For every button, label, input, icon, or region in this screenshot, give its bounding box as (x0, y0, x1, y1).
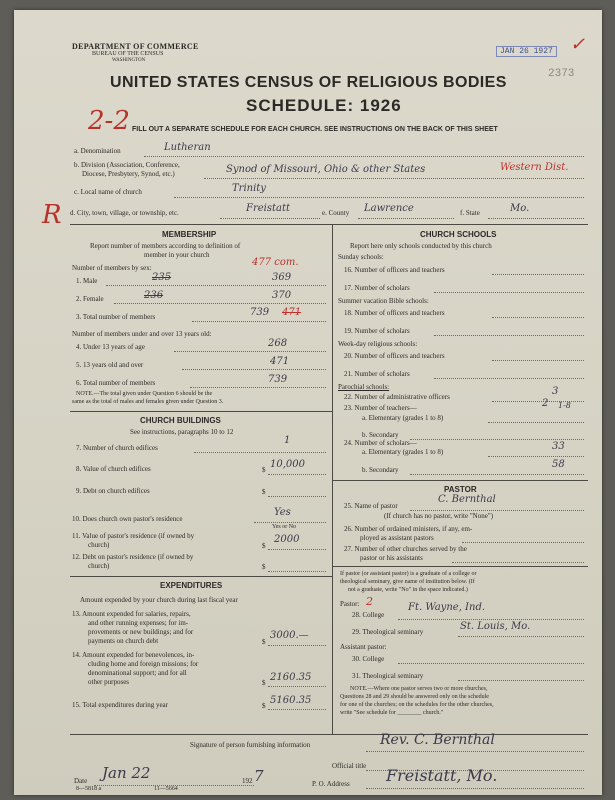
q19-label: 19. Number of scholars (344, 327, 410, 335)
q12-dollar: $ (262, 563, 266, 571)
q18-label: 18. Number of officers and teachers (344, 309, 445, 317)
communicant-note: 477 com. (252, 257, 299, 268)
q1-label: 1. Male (76, 277, 98, 285)
year-value: 7 (254, 767, 264, 785)
weekday-schools-label: Week-day religious schools: (338, 340, 418, 348)
graduate-instruction: If pastor (or assistant pastor) is a graduate of a college or (340, 571, 477, 577)
church-buildings-heading: CHURCH BUILDINGS (140, 416, 221, 425)
q30-label: 30. College (352, 655, 385, 663)
membership-note: NOTE.—The total given under Question 6 should be the (76, 391, 213, 397)
q2-value: 370 (272, 290, 292, 301)
q15-dollar: $ (262, 702, 266, 710)
q16-label: 16. Number of officers and teachers (344, 266, 445, 274)
q29-label: 29. Theological seminary (352, 628, 424, 636)
q7-value: 1 (284, 435, 291, 446)
q13-label: 13. Amount expended for salaries, repairs, (72, 610, 191, 618)
q7-label: 7. Number of church edifices (76, 444, 158, 452)
po-address-label: P. O. Address (312, 780, 350, 788)
county-value: Lawrence (364, 203, 414, 214)
q9-dollar: $ (262, 488, 266, 496)
q24a-label: a. Elementary (grades 1 to 8) (362, 448, 444, 456)
city-label: WASHINGTON (112, 58, 146, 63)
q27-label: 27. Number of other churches served by the (344, 545, 467, 553)
q6-label: 6. Total number of members (76, 379, 156, 387)
local-name-value: Trinity (232, 183, 266, 194)
q4-label: 4. Under 13 years of age (76, 343, 145, 351)
division-label: b. Division (Association, Conference, (74, 161, 180, 169)
church-schools-heading: CHURCH SCHOOLS (420, 230, 497, 239)
q13-value: 3000.— (270, 630, 309, 641)
membership-intro: Report number of members according to definition of (90, 242, 241, 250)
q9-label: 9. Debt on church edifices (76, 487, 150, 495)
q11-value: 2000 (274, 534, 300, 545)
q13-label-3: provements or new buildings; and for (88, 628, 194, 636)
q24a-value: 33 (552, 441, 565, 452)
q8-value: 10,000 (270, 459, 305, 470)
expenditures-intro: Amount expended by your church during last fiscal year (80, 596, 238, 604)
red-annotation: 2-2 (88, 106, 130, 136)
q6-value: 739 (268, 374, 288, 385)
pastor-note-4: write "See schedule for ________ church." (340, 710, 444, 716)
expenditures-heading: EXPENDITURES (160, 581, 223, 590)
denomination-label: a. Denomination (74, 147, 121, 155)
division-value: Synod of Missouri, Ohio & other States (226, 164, 426, 175)
q11-label: 11. Value of pastor's residence (if owned by (72, 532, 195, 540)
q31-label: 31. Theological seminary (352, 672, 424, 680)
year-prefix: 192 (242, 777, 253, 785)
pastor-note-2: Questions 28 and 29 should be answered only on the schedule (340, 694, 489, 700)
official-title-label: Official title (332, 762, 367, 770)
q15-value: 5160.35 (270, 695, 312, 706)
q29-value: St. Louis, Mo. (460, 621, 531, 632)
q5-label: 5. 13 years old and over (76, 361, 144, 369)
department-label: DEPARTMENT OF COMMERCE (72, 42, 199, 51)
sunday-schools-label: Sunday schools: (338, 253, 384, 261)
assistant-pastor-label: Assistant pastor: (340, 643, 387, 651)
state-label: f. State (460, 209, 480, 217)
city-label: d. City, town, village, or township, etc. (70, 209, 179, 217)
q8-label: 8. Value of church edifices (76, 465, 151, 473)
local-name-label: c. Local name of church (74, 188, 142, 196)
q25-label: 25. Name of pastor (344, 502, 398, 510)
division-red-value: Western Dist. (500, 162, 569, 173)
q10-hint: Yes or No (272, 524, 297, 530)
q23-grade-range: 1-8 (558, 401, 571, 410)
age-intro: Number of members under and over 13 years old: (72, 330, 212, 338)
signature-value: Rev. C. Bernthal (380, 732, 495, 748)
summer-schools-label: Summer vacation Bible schools: (338, 297, 429, 305)
form-number-2: 11—5664 (154, 786, 178, 792)
parochial-schools-label: Parochial schools: (338, 383, 390, 391)
received-date-stamp: JAN 26 1927 (496, 46, 557, 57)
q24b-value: 58 (552, 459, 565, 470)
document-title: UNITED STATES CENSUS OF RELIGIOUS BODIES (110, 74, 507, 91)
instruction-text: FILL OUT A SEPARATE SCHEDULE FOR EACH CHURCH. SEE INSTRUCTIONS ON THE BACK OF THIS SHEET (132, 126, 498, 133)
graduate-instruction-3: not a graduate, write "No" in the space indicated.) (348, 587, 468, 593)
q24-label: 24. Number of scholars— (344, 439, 417, 447)
form-number: 8—5818 a (76, 786, 102, 792)
q12-label: 12. Debt on pastor's residence (if owned by (72, 553, 194, 561)
q11-dollar: $ (262, 542, 266, 550)
denomination-value: Lutheran (164, 142, 211, 153)
q3-value: 739 (250, 307, 270, 318)
q10-value: Yes (274, 507, 291, 518)
q14-label: 14. Amount expended for benevolences, in- (72, 651, 195, 659)
q28-label: 28. College (352, 611, 385, 619)
date-value: Jan 22 (102, 764, 151, 782)
document-subtitle: SCHEDULE: 1926 (246, 96, 402, 115)
state-value: Mo. (510, 203, 530, 214)
q17-label: 17. Number of scholars (344, 284, 410, 292)
q10-label: 10. Does church own pastor's residence (72, 515, 183, 523)
membership-intro-2: member in your church (144, 251, 210, 259)
q4-value: 268 (268, 338, 288, 349)
q25-hint: (If church has no pastor, write "None") (384, 512, 494, 520)
city-value: Freistatt (246, 203, 290, 214)
q2-label: 2. Female (76, 295, 104, 303)
q13-label-2: and other running expenses; for im- (88, 619, 189, 627)
pastor-note: NOTE.—Where one pastor serves two or more churches, (350, 686, 488, 692)
pastor-section-label: Pastor: (340, 600, 360, 608)
buildings-subheading: See instructions, paragraphs 10 to 12 (130, 428, 234, 436)
center-divider (332, 224, 333, 734)
bureau-label: BUREAU OF THE CENSUS (92, 51, 164, 57)
q3-crossed-value: 471 (282, 307, 302, 318)
q13-label-4: payments on church debt (88, 637, 159, 645)
serial-number: 2373 (548, 68, 575, 80)
q14-label-3: denominational support; and for all (88, 669, 187, 677)
q12-label-2: church) (88, 562, 110, 570)
q1-crossed-value: 235 (152, 272, 172, 283)
signature-label: Signature of person furnishing information (190, 741, 311, 749)
q20-label: 20. Number of officers and teachers (344, 352, 445, 360)
date-label: Date (74, 777, 88, 785)
pastor-note-3: for one of the churches; on the schedules for the other churches, (340, 702, 494, 708)
county-label: e. County (322, 209, 350, 217)
members-by-sex-label: Number of members by sex: (72, 264, 152, 272)
q13-dollar: $ (262, 638, 266, 646)
division-label-2: Diocese, Presbytery, Synod, etc.) (82, 170, 175, 178)
q15-label: 15. Total expenditures during year (72, 701, 168, 709)
membership-heading: MEMBERSHIP (162, 230, 217, 239)
q2-crossed-value: 236 (144, 290, 164, 301)
po-address-value: Freistatt, Mo. (386, 766, 498, 785)
q14-dollar: $ (262, 679, 266, 687)
q26-label: 26. Number of ordained ministers, if any, em- (344, 525, 473, 533)
q23-label: 23. Number of teachers— (344, 404, 417, 412)
q22-value: 3 (552, 386, 559, 397)
q21-label: 21. Number of scholars (344, 370, 410, 378)
top-rule (70, 224, 588, 225)
q22-label: 22. Number of administrative officers (344, 393, 450, 401)
q8-dollar: $ (262, 466, 266, 474)
r-annotation: R (42, 200, 62, 230)
q27-label-2: pastor or his assistants (360, 554, 423, 562)
q23a-label: a. Elementary (grades 1 to 8) (362, 414, 444, 422)
schools-intro: Report here only schools conducted by this church (350, 242, 492, 250)
q14-label-4: other purposes (88, 678, 130, 686)
q1-value: 369 (272, 272, 292, 283)
membership-note-2: same as the total of males and females given under Question 3. (72, 399, 224, 405)
q23b-label: b. Secondary (362, 431, 399, 439)
q23-value: 2 (542, 398, 549, 409)
q25-value: C. Bernthal (438, 494, 496, 505)
q5-value: 471 (270, 356, 290, 367)
q28-value: Ft. Wayne, Ind. (408, 602, 486, 613)
pastor-red-mark: 2 (366, 595, 373, 608)
q26-label-2: ployed as assistant pastors (360, 534, 434, 542)
census-schedule-page (14, 10, 602, 795)
q24b-label: b. Secondary (362, 466, 399, 474)
q11-label-2: church) (88, 541, 110, 549)
pastor-heading: PASTOR (444, 485, 477, 494)
q14-value: 2160.35 (270, 672, 312, 683)
graduate-instruction-2: theological seminary, give name of institution below. (If (340, 579, 475, 585)
q14-label-2: cluding home and foreign missions; for (88, 660, 199, 668)
check-mark-corner: ✓ (570, 34, 586, 55)
q3-label: 3. Total number of members (76, 313, 156, 321)
